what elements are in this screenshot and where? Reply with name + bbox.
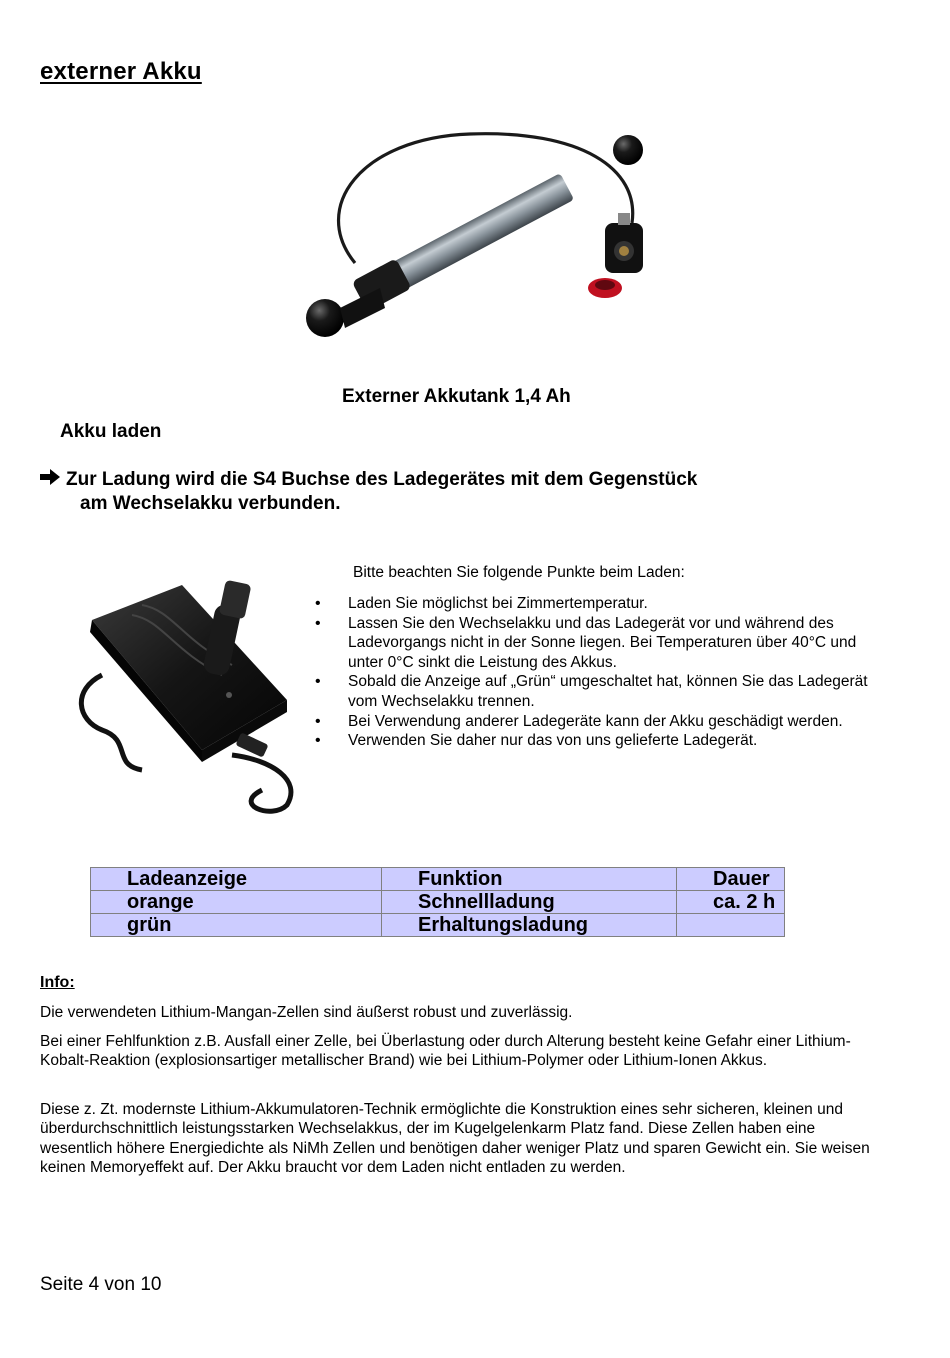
table-cell: grün (91, 914, 382, 937)
page-number: Seite 4 von 10 (40, 1274, 162, 1295)
instruction (40, 468, 800, 516)
table-cell: orange (91, 891, 382, 914)
table-cell: Erhaltungsladung (382, 914, 677, 937)
info-paragraph: Diese z. Zt. modernste Lithium-Akkumulatoren-Technik ermöglichte die Konstruktion eines sehr sicheren, kleinen und überdurchschnittlich leistungsstarken Wechselakkus, der im Kugelgelenkarm Platz fand. Diese Zellen haben eine wesentlich höhere Energiedichte als NiMh Zellen und benötigen daher weniger Platz und sparen Gewicht ein. Sie weisen keinen Memoryeffekt auf. Der Akku braucht vor dem Laden nicht entladen zu werden. (40, 1101, 870, 1177)
table-header-cell: Funktion (382, 868, 677, 891)
hints-intro: Bitte beachten Sie folgende Punkte beim Laden: (353, 564, 685, 581)
section-heading: Akku laden (60, 421, 162, 442)
table-row (91, 891, 785, 914)
list-item: • Bei Verwendung anderer Ladegeräte kann der Akku geschädigt werden. (315, 712, 875, 732)
page-title: externer Akku (40, 58, 202, 85)
charge-indicator-table (90, 867, 785, 937)
info-heading: Info: (40, 974, 75, 991)
hints-list (315, 594, 875, 751)
table-header-cell: Ladeanzeige (91, 868, 382, 891)
charger-photo (72, 580, 307, 820)
list-item: • Sobald die Anzeige auf „Grün“ umgeschaltet hat, können Sie das Ladegerät vom Wechselakku trennen. (315, 672, 875, 711)
table-cell (677, 914, 785, 937)
right-arrow-icon (40, 468, 66, 492)
table-row (91, 914, 785, 937)
info-paragraph: Die verwendeten Lithium-Mangan-Zellen sind äußerst robust und zuverlässig. (40, 1004, 573, 1021)
battery-tank-photo (300, 128, 650, 343)
info-paragraph: Bei einer Fehlfunktion z.B. Ausfall einer Zelle, bei Überlastung oder durch Alterung besteht keine Gefahr einer Lithium-Kobalt-Reaktion (explosionsartiger metallischer Brand) wie bei Lithium-Polymer oder Lithium-Ionen Akkus. (40, 1033, 851, 1070)
list-item: • Verwenden Sie daher nur das von uns gelieferte Ladegerät. (315, 731, 875, 751)
table-header-row (91, 868, 785, 891)
instruction-line-2: am Wechselakku verbunden. (80, 493, 341, 514)
list-item: • Lassen Sie den Wechselakku und das Ladegerät vor und während des Ladevorgangs nicht in der Sonne liegen. Bei Temperaturen über 40°C und unter 0°C sinkt die Leistung des Akkus. (315, 614, 875, 673)
table-cell: ca. 2 h (677, 891, 785, 914)
table-header-cell: Dauer (677, 868, 785, 891)
list-item: • Laden Sie möglichst bei Zimmertemperatur. (315, 594, 875, 614)
image-caption: Externer Akkutank 1,4 Ah (342, 386, 571, 407)
table-cell: Schnellladung (382, 891, 677, 914)
instruction-line-1: Zur Ladung wird die S4 Buchse des Ladegerätes mit dem Gegenstück (66, 469, 698, 490)
